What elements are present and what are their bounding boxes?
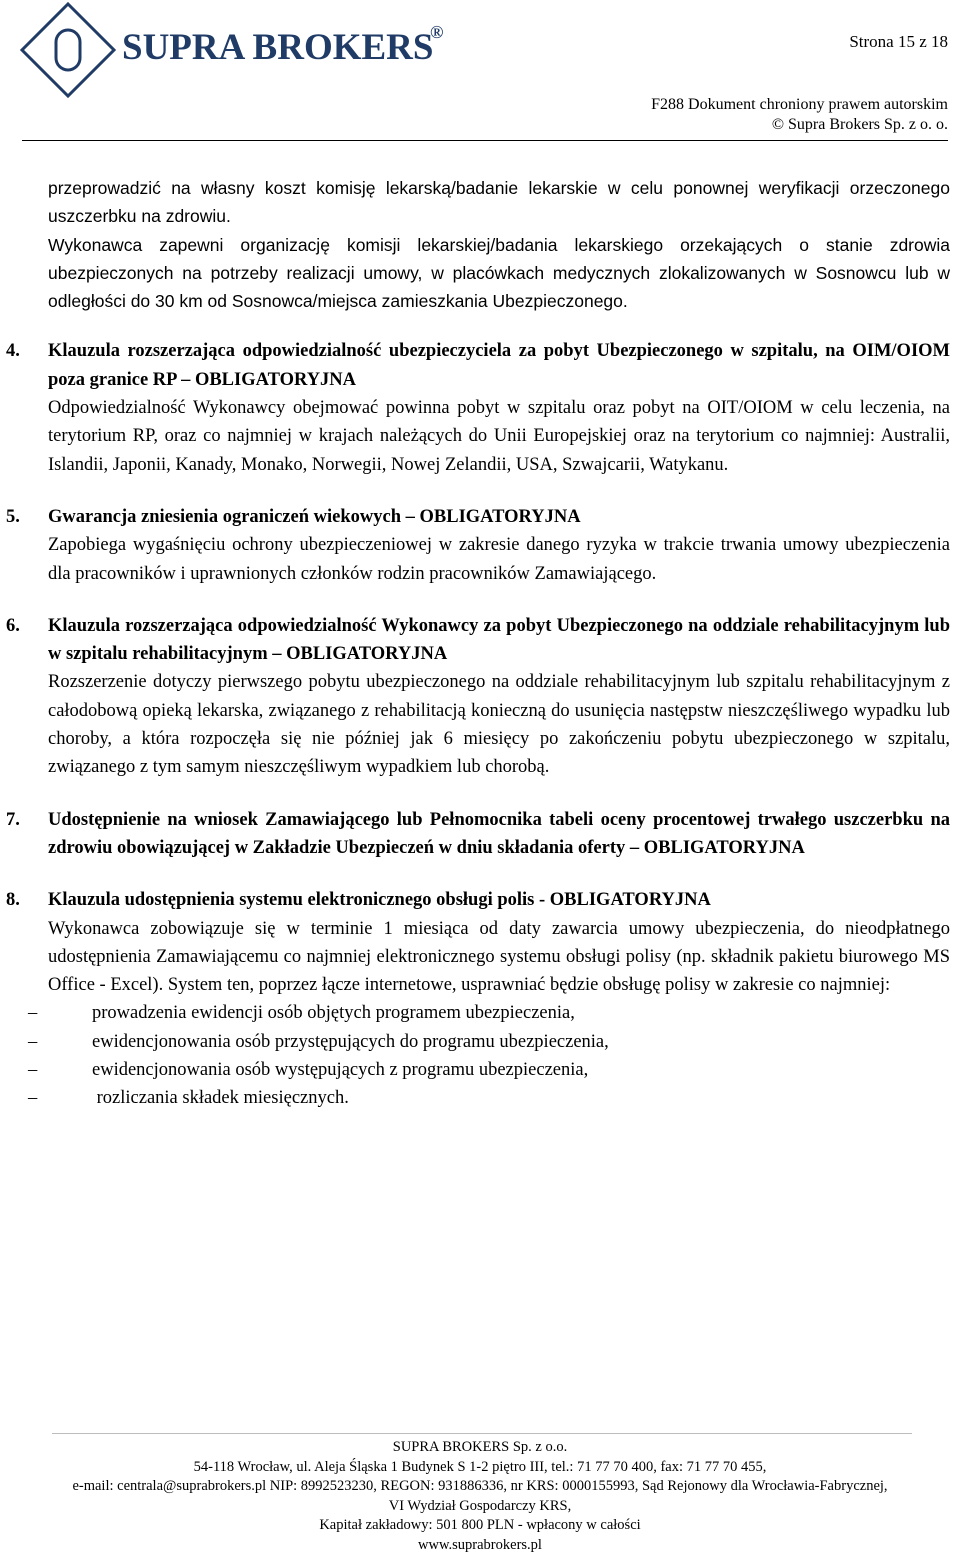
list-item: – prowadzenia ewidencji osób objętych programem ubezpieczenia, [48, 999, 950, 1027]
list-item: – rozliczania składek miesięcznych. [48, 1084, 950, 1112]
page-header [0, 0, 960, 150]
clause-title: Udostępnienie na wniosek Zamawiającego lub Pełnomocnika tabeli oceny procentowej trwałego uszczerbku na zdrowiu obowiązującej w Zakładzie Ubezpieczeń w dniu składania oferty – OBLIGATORYJNA [48, 806, 950, 863]
dash-bullet-icon: – [28, 1028, 37, 1056]
clause-body: Odpowiedzialność Wykonawcy obejmować powinna pobyt w szpitalu oraz pobyt na OIT/OIOM w celu leczenia, na terytorium RP, oraz co najmniej w krajach należących do Unii Europejskiej oraz na terytorium co najmniej: Australii, Islandii, Japonii, Kanady, Monako, Norwegii, Nowej Zelandii, USA, Szwajcarii, Watykanu. [48, 394, 950, 479]
clause-8 [48, 886, 950, 1112]
clause-5 [48, 503, 950, 588]
logo-wordmark: SUPRA BROKERS [122, 26, 433, 69]
list-item: – ewidencjonowania osób przystępujących do programu ubezpieczenia, [48, 1028, 950, 1056]
clause-body: Zapobiega wygaśnięciu ochrony ubezpieczeniowej w zakresie danego ryzyka w trakcie trwania umowy ubezpieczenia dla pracowników i uprawnionych członków rodzin pracowników Zamawiającego. [48, 531, 950, 588]
list-item: – ewidencjonowania osób występujących z programu ubezpieczenia, [48, 1056, 950, 1084]
intro-paragraph-2: Wykonawca zapewni organizację komisji lekarskiej/badania lekarskiego orzekających o stanie zdrowia ubezpieczonych na potrzeby realizacji umowy, w placówkach medycznych zlokalizowanych w Sosnowcu lub w odległości do 30 km od Sosnowca/miejsca zamieszkania Ubezpieczonego. [48, 231, 950, 316]
clause-7 [48, 806, 950, 863]
clause-4 [48, 337, 950, 478]
notice-line-2: © Supra Brokers Sp. z o. o. [651, 115, 948, 135]
dash-bullet-icon: – [28, 1084, 37, 1112]
dash-bullet-icon: – [28, 999, 37, 1027]
footer-website: www.suprabrokers.pl [0, 1536, 960, 1555]
clause-title: Klauzula rozszerzająca odpowiedzialność ubezpieczyciela za pobyt Ubezpieczonego w szpitalu, na OIM/OIOM poza granice RP – OBLIGATORYJNA [48, 337, 950, 394]
footer-company: SUPRA BROKERS Sp. z o.o. [0, 1438, 960, 1458]
clause-body: Wykonawca zobowiązuje się w terminie 1 miesiąca od daty zawarcia umowy ubezpieczenia, do nieodpłatnego udostępnienia Zamawiającemu co najmniej elektronicznego systemu obsługi polisy (np. składnik pakietu biurowego MS Office - Excel). System ten, poprzez łącze internetowe, usprawniać będzie obsługę polisy w zakresie co najmniej: [48, 915, 950, 1000]
copyright-notice [651, 95, 948, 135]
footer-capital: Kapitał zakładowy: 501 800 PLN - wpłacony w całości [0, 1516, 960, 1536]
clause-number: 8. [6, 886, 20, 914]
page-footer [0, 1438, 960, 1555]
diamond-logo-icon [18, 0, 118, 100]
document-body [48, 174, 950, 1113]
footer-address: 54-118 Wrocław, ul. Aleja Śląska 1 Budynek S 1-2 piętro III, tel.: 71 77 70 400, fax: 71 77 70 455, [0, 1458, 960, 1478]
scope-list [48, 999, 950, 1112]
footer-rule [52, 1433, 912, 1434]
page-number: Strona 15 z 18 [849, 32, 948, 52]
notice-line-1: F288 Dokument chroniony prawem autorskim [651, 95, 948, 115]
clause-number: 4. [6, 337, 20, 365]
header-rule [22, 140, 948, 141]
dash-bullet-icon: – [28, 1056, 37, 1084]
clause-number: 5. [6, 503, 20, 531]
footer-court: VI Wydział Gospodarczy KRS, [0, 1497, 960, 1517]
clause-title: Gwarancja zniesienia ograniczeń wiekowych – OBLIGATORYJNA [48, 503, 950, 531]
clause-title: Klauzula rozszerzająca odpowiedzialność Wykonawcy za pobyt Ubezpieczonego na oddziale rehabilitacyjnym lub w szpitalu rehabilitacyjnym – OBLIGATORYJNA [48, 612, 950, 669]
clause-number: 7. [6, 806, 20, 834]
clause-number: 6. [6, 612, 20, 640]
intro-paragraph-1: przeprowadzić na własny koszt komisję lekarską/badanie lekarskie w celu ponownej weryfikacji orzeczonego uszczerbku na zdrowiu. [48, 174, 950, 231]
clause-title: Klauzula udostępnienia systemu elektronicznego obsługi polis - OBLIGATORYJNA [48, 886, 950, 914]
registered-mark: ® [430, 22, 443, 43]
footer-registry: e-mail: centrala@suprabrokers.pl NIP: 8992523230, REGON: 931886336, nr KRS: 0000155993, Sąd Rejonowy dla Wrocławia-Fabrycznej, [0, 1477, 960, 1497]
clause-6 [48, 612, 950, 782]
clause-body: Rozszerzenie dotyczy pierwszego pobytu ubezpieczonego na oddziale rehabilitacyjnym lub szpitalu rehabilitacyjnym z całodobową opieką lekarska, związanego z rehabilitacją konieczną do usunięcia następstw nieszczęśliwego wypadku lub choroby, a która rozpoczęła się nie później jak 6 miesięcy po zakończeniu pobytu ubezpieczonego w szpitalu, związanego z tym samym nieszczęśliwym wypadkiem lub chorobą. [48, 668, 950, 781]
